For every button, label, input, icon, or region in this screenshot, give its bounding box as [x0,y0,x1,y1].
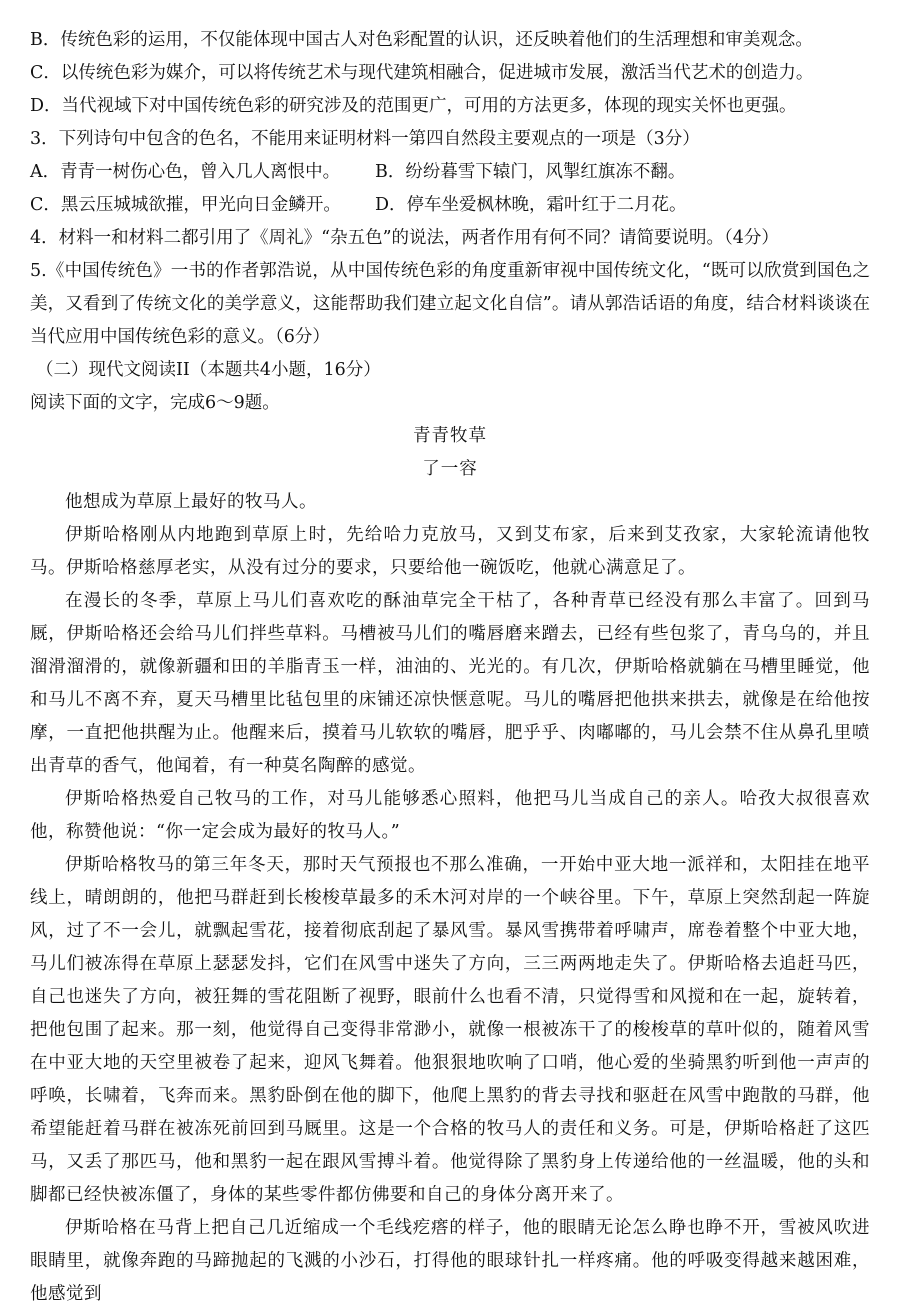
article-paragraph: 伊斯哈格在马背上把自己几近缩成一个毛线疙瘩的样子，他的眼睛无论怎么睁也睁不开，雪被风吹进眼睛里，就像奔跑的马蹄抛起的飞溅的小沙石，打得他的眼球针扎一样疼痛。他的呼吸变得越来越困难，他感觉到 [30,1218,870,1304]
option-d-prev: D．当代视域下对中国传统色彩的研究涉及的范围更广，可用的方法更多，体现的现实关怀也更强。 [30,96,797,116]
question-3-option-b: B．纷纷暮雪下辕门，风掣红旗冻不翻。 [375,162,686,182]
article-paragraph: 伊斯哈格牧马的第三年冬天，那时天气预报也不那么准确，一开始中亚大地一派祥和，太阳挂在地平线上，晴朗朗的，他把马群赶到长梭梭草最多的禾木河对岸的一个峡谷里。下午，草原上突然刮起一阵旋风，过了不一会儿，就飘起雪花，接着彻底刮起了暴风雪。暴风雪携带着呼啸声，席卷着整个中亚大地，马儿们被冻得在草原上瑟瑟发抖，它们在风雪中迷失了方向，三三两两地走失了。伊斯哈格去追赶马匹，自己也迷失了方向，被狂舞的雪花阻断了视野，眼前什么也看不清，只觉得雪和风搅和在一起，旋转着，把他包围了起来。那一刻，他觉得自己变得非常渺小，就像一根被冻干了的梭梭草的草叶似的，随着风雪在中亚大地的天空里被卷了起来，迎风飞舞着。他狠狠地吹响了口哨，他心爱的坐骑黑豹听到他一声声的呼唤，长啸着，飞奔而来。黑豹卧倒在他的脚下，他爬上黑豹的背去寻找和驱赶在风雪中跑散的马群，他希望能赶着马群在被冻死前回到马厩里。这是一个合格的牧马人的责任和义务。可是，伊斯哈格赶了这匹马，又丢了那匹马，他和黑豹一起在跟风雪搏斗着。他觉得除了黑豹身上传递给他的一丝温暖，他的头和脚都已经快被冻僵了，身体的某些零件都仿佛要和自己的身体分离开来了。 [30,855,870,1205]
question-3-option-a: A．青青一树伤心色，曾入几人离恨中。 [30,162,341,182]
option-b-prev: B．传统色彩的运用，不仅能体现中国古人对色彩配置的认识，还反映着他们的生活理想和审美观念。 [30,30,813,50]
question-3-options-row-1 [30,156,870,189]
question-3-option-c: C．黑云压城城欲摧，甲光向日金鳞开。 [30,195,341,215]
article-author: 了一容 [422,459,478,479]
question-4: 4．材料一和材料二都引用了《周礼》“杂五色”的说法，两者作用有何不同？请简要说明。（4分） [30,228,779,248]
article-paragraph: 伊斯哈格刚从内地跑到草原上时，先给哈力克放马，又到艾布家，后来到艾孜家，大家轮流请他牧马。伊斯哈格慈厚老实，从没有过分的要求，只要给他一碗饭吃，他就心满意足了。 [30,525,870,578]
section-heading: （二）现代文阅读II（本题共4小题，16分） [36,360,381,380]
section-instruction: 阅读下面的文字，完成6～9题。 [30,393,280,413]
question-3-stem: 3．下列诗句中包含的色名，不能用来证明材料一第四自然段主要观点的一项是（3分） [30,129,700,149]
article-title: 青青牧草 [413,426,487,446]
article-paragraph: 他想成为草原上最好的牧马人。 [65,492,317,512]
question-5: 5.《中国传统色》一书的作者郭浩说，从中国传统色彩的角度重新审视中国传统文化，“既可以欣赏到国色之美，又看到了传统文化的美学意义，这能帮助我们建立起文化自信”。请从郭浩话语的角度，结合材料谈谈在当代应用中国传统色彩的意义。（6分） [30,261,870,347]
question-3-options-row-2 [30,189,870,222]
question-3-option-d: D．停车坐爱枫林晚，霜叶红于二月花。 [375,195,687,215]
article-paragraph: 伊斯哈格热爱自己牧马的工作，对马儿能够悉心照料，他把马儿当成自己的亲人。哈孜大叔很喜欢他，称赞他说：“你一定会成为最好的牧马人。” [30,789,870,842]
option-c-prev: C．以传统色彩为媒介，可以将传统艺术与现代建筑相融合，促进城市发展，激活当代艺术的创造力。 [30,63,814,83]
article-paragraph: 在漫长的冬季，草原上马儿们喜欢吃的酥油草完全干枯了，各种青草已经没有那么丰富了。回到马厩，伊斯哈格还会给马儿们拌些草料。马槽被马儿们的嘴唇磨来蹭去，已经有些包浆了，青乌乌的，并且溜滑溜滑的，就像新疆和田的羊脂青玉一样，油油的、光光的。有几次，伊斯哈格就躺在马槽里睡觉，他和马儿不离不弃，夏天马槽里比毡包里的床铺还凉快惬意呢。马儿的嘴唇把他拱来拱去，就像是在给他按摩，一直把他拱醒为止。他醒来后，摸着马儿软软的嘴唇，肥乎乎、肉嘟嘟的，马儿会禁不住从鼻孔里喷出青草的香气，他闻着，有一种莫名陶醉的感觉。 [30,591,870,776]
